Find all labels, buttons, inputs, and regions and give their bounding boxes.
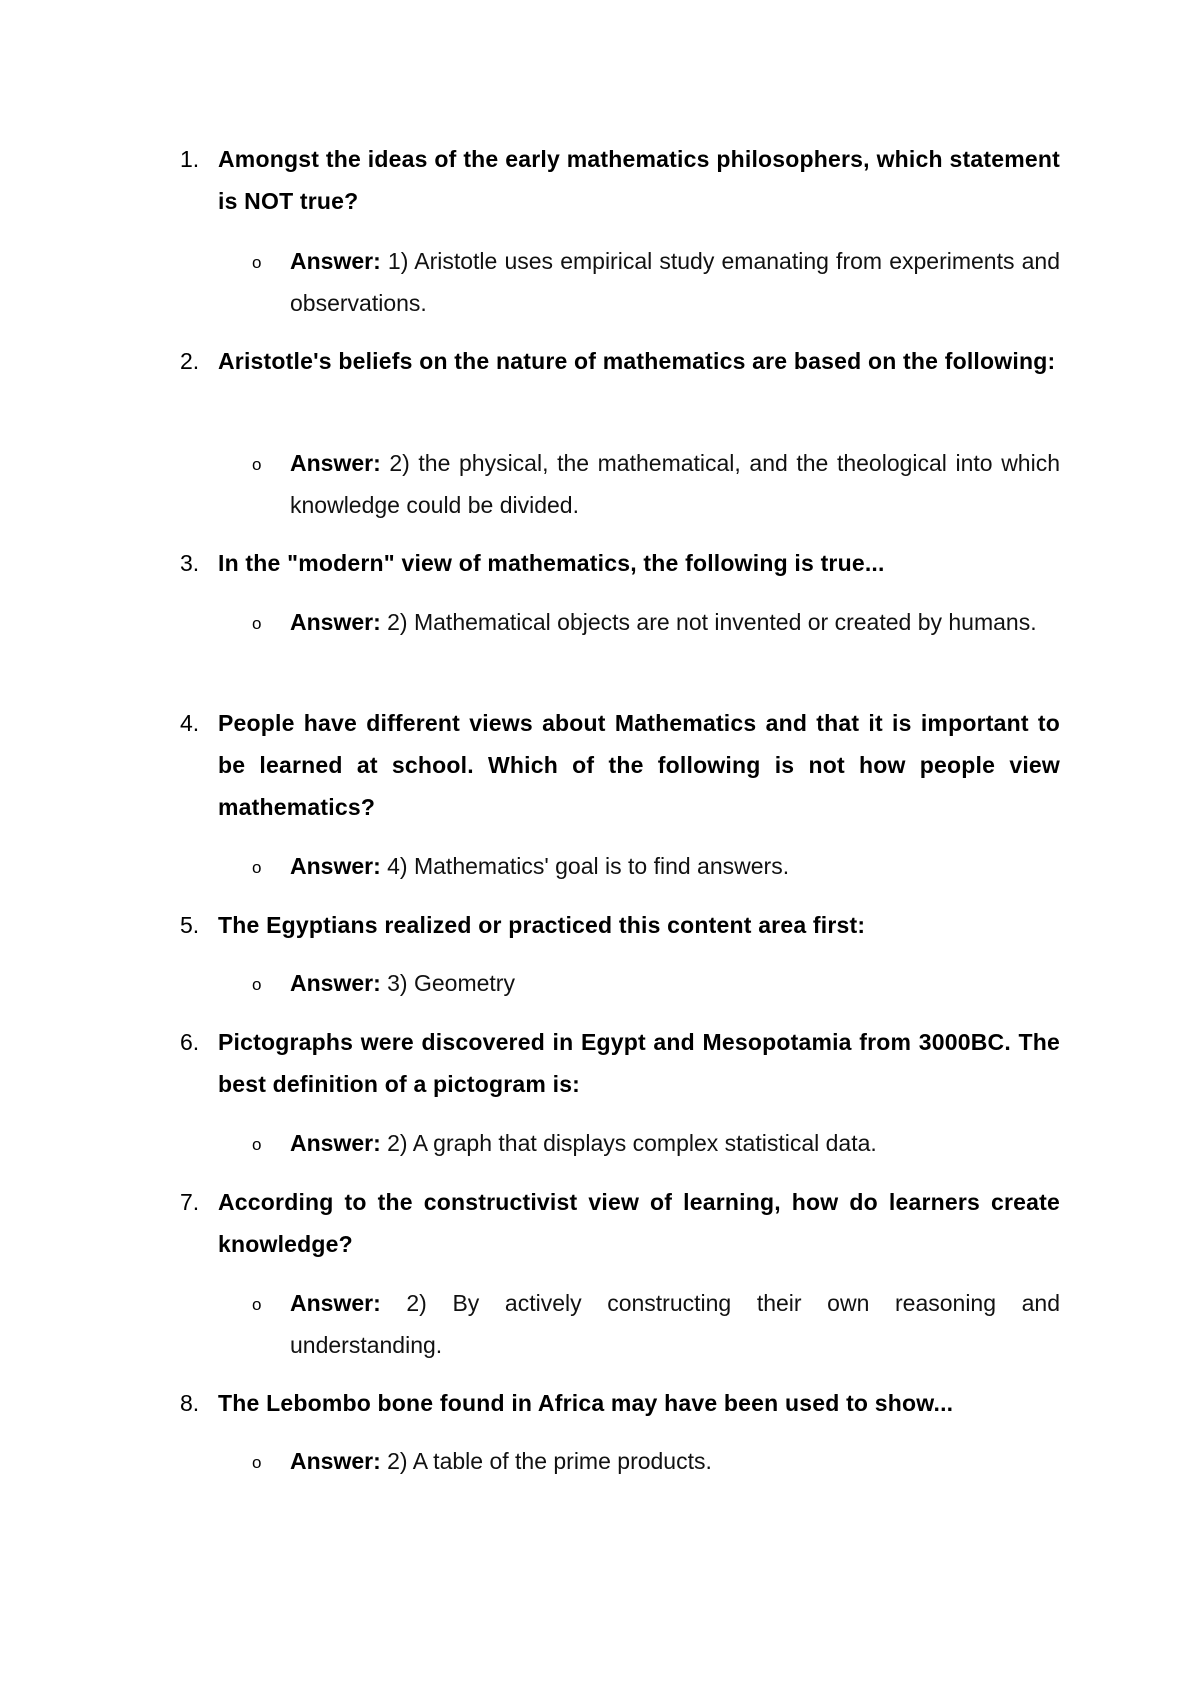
- answer-label: Answer:: [290, 1130, 381, 1156]
- answer-label: Answer:: [290, 609, 381, 635]
- question-text: Aristotle's beliefs on the nature of mathematics are based on the following:: [218, 348, 1056, 374]
- answer-value: 4) Mathematics' goal is to find answers.: [387, 853, 790, 879]
- answer-value: 2) A table of the prime products.: [387, 1448, 712, 1474]
- question-text: According to the constructivist view of learning, how do learners create knowledge?: [218, 1189, 1060, 1257]
- answer-text: [290, 601, 1060, 643]
- answer-value: 2) Mathematical objects are not invented or created by humans.: [387, 609, 1037, 635]
- answer-label: Answer:: [290, 853, 381, 879]
- answer-text: [290, 240, 1060, 324]
- answer-text: [290, 1282, 1060, 1366]
- bullet-icon: o: [252, 1135, 262, 1154]
- bullet-icon: o: [252, 614, 262, 633]
- answer-value: 2) By actively constructing their own reasoning and understanding.: [290, 1290, 1060, 1358]
- bullet-icon: o: [252, 1453, 262, 1472]
- question-8: [180, 1382, 1060, 1424]
- question-number: 1.: [180, 146, 200, 172]
- bullet-icon: o: [252, 1295, 262, 1314]
- question-text: People have different views about Mathematics and that it is important to be learned at school. Which of the following is not how people view mathematics?: [218, 710, 1060, 820]
- answer-label: Answer:: [290, 1290, 381, 1316]
- answer-label: Answer:: [290, 248, 381, 274]
- answer-8: [252, 1440, 1060, 1482]
- question-number: 6.: [180, 1029, 200, 1055]
- question-6: [180, 1021, 1060, 1105]
- answer-text: [290, 1440, 1060, 1482]
- answer-text: [290, 962, 1060, 1004]
- question-number: 5.: [180, 912, 200, 938]
- question-number: 4.: [180, 710, 200, 736]
- answer-text: [290, 845, 1060, 887]
- question-5: [180, 904, 1060, 946]
- question-2: [180, 340, 1060, 382]
- answer-text: [290, 1122, 1060, 1164]
- answer-value: 3) Geometry: [387, 970, 515, 996]
- question-number: 7.: [180, 1189, 200, 1215]
- question-7: [180, 1181, 1060, 1265]
- answer-1: [252, 240, 1060, 324]
- question-number: 3.: [180, 550, 200, 576]
- answer-value: 1) Aristotle uses empirical study emanating from experiments and observations.: [290, 248, 1060, 316]
- answer-5: [252, 962, 1060, 1004]
- answer-3: [252, 601, 1060, 643]
- question-3: [180, 542, 1060, 584]
- answer-label: Answer:: [290, 1448, 381, 1474]
- answer-6: [252, 1122, 1060, 1164]
- answer-2: [252, 442, 1060, 526]
- answer-label: Answer:: [290, 450, 381, 476]
- answer-value: 2) the physical, the mathematical, and the theological into which knowledge could be divided.: [290, 450, 1061, 518]
- question-text: The Lebombo bone found in Africa may have been used to show...: [218, 1390, 954, 1416]
- bullet-icon: o: [252, 455, 262, 474]
- question-text: Amongst the ideas of the early mathematics philosophers, which statement is NOT true?: [218, 146, 1060, 214]
- bullet-icon: o: [252, 253, 262, 272]
- answer-value: 2) A graph that displays complex statistical data.: [387, 1130, 877, 1156]
- bullet-icon: o: [252, 975, 262, 994]
- question-text: Pictographs were discovered in Egypt and Mesopotamia from 3000BC. The best definition of a pictogram is:: [218, 1029, 1060, 1097]
- answer-label: Answer:: [290, 970, 381, 996]
- question-text: The Egyptians realized or practiced this content area first:: [218, 912, 866, 938]
- bullet-icon: o: [252, 858, 262, 877]
- answer-4: [252, 845, 1060, 887]
- answer-7: [252, 1282, 1060, 1366]
- question-4: [180, 702, 1060, 828]
- question-1: [180, 138, 1060, 222]
- answer-text: [290, 442, 1060, 526]
- question-text: In the "modern" view of mathematics, the following is true...: [218, 550, 885, 576]
- question-number: 2.: [180, 348, 200, 374]
- question-number: 8.: [180, 1390, 200, 1416]
